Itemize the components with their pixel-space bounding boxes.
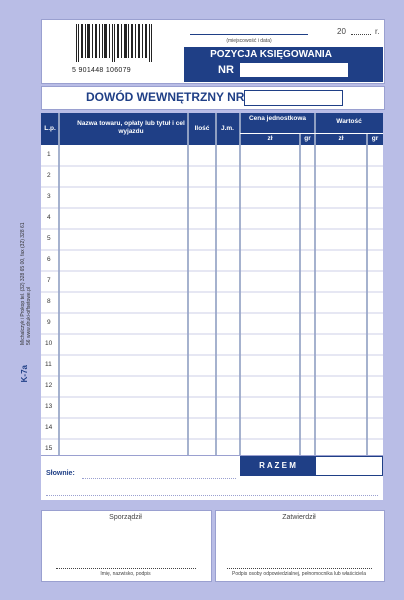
value-zl-header: zł: [338, 135, 344, 142]
col-unit-header: J.m.: [220, 125, 234, 132]
razem-label: R A Z E M: [240, 456, 315, 476]
posting-nr-label: NR: [218, 64, 234, 76]
price-gr-header: gr: [304, 135, 311, 142]
col-qty-header: Ilość: [194, 125, 210, 132]
side-url: www.druki-offsetowe.pl: [26, 287, 32, 339]
slownie-label: Słownie:: [46, 470, 75, 477]
col-lp-header: L.p.: [44, 125, 56, 132]
form-code: K-7a: [20, 365, 29, 383]
row-2-number: 2: [47, 172, 51, 179]
place-date-line: [190, 34, 308, 35]
year-suffix: r.: [375, 27, 380, 36]
col-price-header: Cena jednostkowa: [248, 115, 307, 122]
barcode: [76, 24, 154, 64]
row-9-number: 9: [47, 319, 51, 326]
row-5-number: 5: [47, 235, 51, 242]
slownie-line-2[interactable]: [46, 495, 378, 496]
doc-number-field[interactable]: [244, 90, 343, 106]
col-value-header: Wartość: [336, 118, 362, 125]
value-gr-header: gr: [371, 135, 379, 142]
signature-right-line[interactable]: [227, 568, 372, 569]
row-3-number: 3: [47, 193, 51, 200]
signature-left-title: Sporządził: [109, 514, 142, 521]
year-field-line[interactable]: [351, 34, 371, 35]
row-13-number: 13: [45, 403, 53, 410]
col-name-header: Nazwa towaru, opłaty lub tytuł i cel wyjazdu: [77, 120, 185, 135]
slownie-line-1[interactable]: [82, 478, 236, 479]
row-10-number: 10: [45, 340, 53, 347]
signature-right-title: Zatwierdził: [282, 514, 316, 521]
side-publisher-info: [20, 220, 32, 345]
place-date-label: (miejscowość i data): [226, 38, 272, 44]
row-11-number: 11: [45, 361, 52, 368]
posting-nr-field[interactable]: [240, 63, 348, 77]
signature-left-line[interactable]: [56, 568, 196, 569]
signature-right-caption: Podpis osoby odpowiedzialnej, pełnomocnika lub właściciela: [232, 571, 366, 577]
row-8-number: 8: [47, 298, 51, 305]
row-6-number: 6: [47, 256, 51, 263]
barcode-number: 5 901448 106079: [72, 67, 131, 74]
posting-title: POZYCJA KSIĘGOWANIA: [210, 49, 332, 60]
row-7-number: 7: [47, 277, 51, 284]
razem-total-field[interactable]: [315, 456, 383, 476]
signature-left-caption: Imię, nazwisko, podpis: [100, 571, 151, 577]
row-1-number: 1: [47, 151, 51, 158]
side-publisher: Michalczyk i Prokop: [20, 300, 26, 345]
side-contact: tel. (32) 328 65 00, fax (32) 328 61 56: [20, 222, 32, 345]
row-12-number: 12: [45, 382, 53, 389]
row-4-number: 4: [47, 214, 51, 221]
barcode-graphic: [76, 24, 154, 64]
row-14-number: 14: [45, 424, 53, 431]
doc-title: DOWÓD WEWNĘTRZNY NR: [86, 90, 245, 104]
row-15-number: 15: [45, 445, 53, 452]
year-label: 20: [337, 27, 346, 36]
price-zl-header: zł: [267, 135, 273, 142]
table-gridlines: [41, 113, 383, 455]
